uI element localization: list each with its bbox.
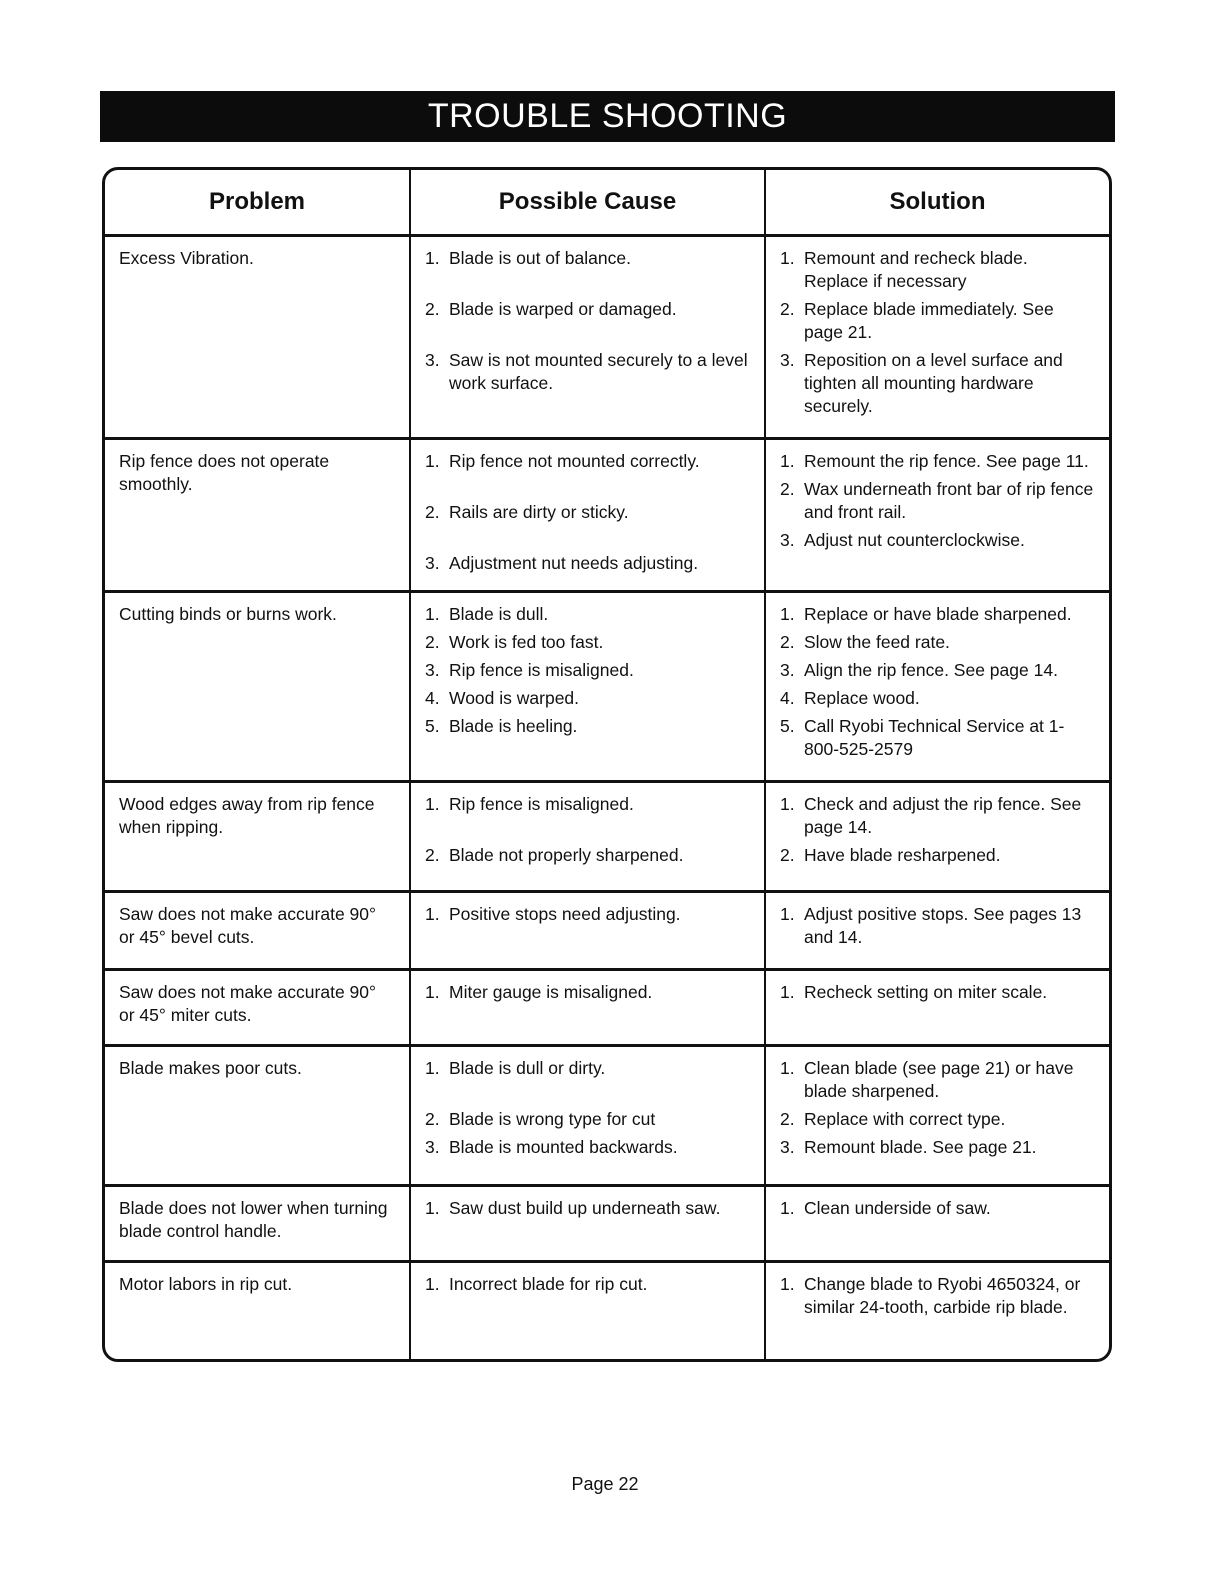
solution-item [780, 844, 1095, 867]
solution-cell [765, 782, 1109, 892]
solution-item-number: 3. [780, 530, 795, 550]
solution-item [780, 529, 1095, 552]
solution-item-text: Align the rip fence. See page 14. [804, 660, 1058, 680]
solution-item-number: 1. [780, 1274, 795, 1294]
cause-item-number: 1. [425, 248, 440, 268]
cause-list [425, 981, 750, 1004]
cause-item [425, 1108, 750, 1131]
cause-cell [410, 970, 765, 1046]
cause-item [425, 552, 750, 575]
cause-item-text: Blade is mounted backwards. [449, 1137, 678, 1157]
cause-item-number: 3. [425, 350, 440, 370]
table-row [105, 782, 1109, 892]
cause-item [425, 603, 750, 626]
solution-cell [765, 439, 1109, 592]
problem-cell: Cutting binds or burns work. [105, 592, 410, 782]
cause-cell [410, 1262, 765, 1363]
solution-item-text: Slow the feed rate. [804, 632, 950, 652]
page-number: Page 22 [571, 1474, 639, 1494]
cause-item-number: 2. [425, 845, 440, 865]
solution-item-text: Remount blade. See page 21. [804, 1137, 1037, 1157]
solution-list [780, 903, 1095, 949]
cause-cell [410, 592, 765, 782]
cause-item [425, 247, 750, 270]
solution-item-number: 1. [780, 604, 795, 624]
solution-item [780, 478, 1095, 524]
solution-list [780, 981, 1095, 1004]
solution-list [780, 1273, 1095, 1319]
solution-item-number: 1. [780, 248, 795, 268]
problem-cell: Rip fence does not operate smoothly. [105, 439, 410, 592]
problem-cell: Wood edges away from rip fence when ripping. [105, 782, 410, 892]
cause-item-text: Rip fence is misaligned. [449, 660, 634, 680]
solution-item-number: 2. [780, 632, 795, 652]
cause-item-number: 3. [425, 660, 440, 680]
solution-item-text: Adjust nut counterclockwise. [804, 530, 1025, 550]
solution-item-text: Have blade resharpened. [804, 845, 1001, 865]
solution-item-text: Change blade to Ryobi 4650324, or similar 24-tooth, carbide rip blade. [804, 1274, 1081, 1317]
table-row [105, 892, 1109, 970]
cause-item-text: Blade is dull. [449, 604, 549, 624]
solution-cell [765, 970, 1109, 1046]
cause-cell [410, 892, 765, 970]
solution-item-text: Replace with correct type. [804, 1109, 1006, 1129]
solution-item [780, 298, 1095, 344]
solution-item [780, 715, 1095, 761]
cause-item-text: Blade not properly sharpened. [449, 845, 684, 865]
cause-list [425, 247, 750, 395]
solution-item-text: Replace or have blade sharpened. [804, 604, 1072, 624]
cause-item [425, 1273, 750, 1296]
cause-item [425, 501, 750, 524]
header-problem: Problem [105, 170, 410, 236]
solution-item-text: Remount and recheck blade. Replace if necessary [804, 248, 1028, 291]
cause-item [425, 349, 750, 395]
problem-cell: Blade does not lower when turning blade control handle. [105, 1186, 410, 1262]
solution-item-number: 1. [780, 451, 795, 471]
solution-item [780, 349, 1095, 418]
solution-list [780, 603, 1095, 761]
cause-list [425, 603, 750, 738]
page-title-banner: TROUBLE SHOOTING [100, 91, 1115, 142]
header-possible-cause: Possible Cause [410, 170, 765, 236]
solution-item-number: 1. [780, 1198, 795, 1218]
cause-item-number: 1. [425, 982, 440, 1002]
solution-item-text: Reposition on a level surface and tighten all mounting hardware securely. [804, 350, 1063, 416]
cause-item-text: Rails are dirty or sticky. [449, 502, 629, 522]
problem-cell: Excess Vibration. [119, 248, 254, 268]
cause-item [425, 1136, 750, 1159]
cause-item-number: 1. [425, 604, 440, 624]
solution-item [780, 450, 1095, 473]
table-header-row [105, 170, 1109, 236]
cause-item-number: 5. [425, 716, 440, 736]
cause-item-text: Saw dust build up underneath saw. [449, 1198, 721, 1218]
solution-item-number: 1. [780, 1058, 795, 1078]
solution-item-text: Check and adjust the rip fence. See page 14. [804, 794, 1082, 837]
cause-item [425, 298, 750, 321]
cause-list [425, 1197, 750, 1220]
table-row [105, 236, 1109, 439]
cause-item [425, 793, 750, 816]
cause-item-text: Incorrect blade for rip cut. [449, 1274, 648, 1294]
problem-cell: Motor labors in rip cut. [105, 1262, 410, 1363]
solution-item-text: Adjust positive stops. See pages 13 and 14. [804, 904, 1082, 947]
solution-item [780, 603, 1095, 626]
solution-item [780, 903, 1095, 949]
solution-item-number: 2. [780, 845, 795, 865]
solution-item [780, 1108, 1095, 1131]
solution-item [780, 1197, 1095, 1220]
cause-item [425, 450, 750, 473]
cause-item-text: Blade is warped or damaged. [449, 299, 677, 319]
solution-list [780, 793, 1095, 867]
cause-item [425, 981, 750, 1004]
solution-item [780, 1057, 1095, 1103]
table-row [105, 439, 1109, 592]
solution-list [780, 247, 1095, 418]
cause-item-number: 1. [425, 451, 440, 471]
solution-item [780, 687, 1095, 710]
troubleshooting-table [102, 167, 1112, 1362]
cause-list [425, 1273, 750, 1296]
cause-item [425, 844, 750, 867]
cause-item-number: 2. [425, 632, 440, 652]
solution-list [780, 1057, 1095, 1159]
cause-list [425, 450, 750, 575]
solution-item-text: Remount the rip fence. See page 11. [804, 451, 1089, 471]
cause-item [425, 903, 750, 926]
cause-item [425, 1057, 750, 1080]
solution-cell [765, 1262, 1109, 1363]
table-row [105, 1262, 1109, 1363]
solution-item-number: 3. [780, 1137, 795, 1157]
solution-item [780, 1136, 1095, 1159]
solution-item [780, 631, 1095, 654]
cause-cell [410, 1046, 765, 1186]
cause-item [425, 715, 750, 738]
cause-item-number: 4. [425, 688, 440, 708]
cause-item-number: 2. [425, 502, 440, 522]
solution-cell [765, 236, 1109, 439]
cause-item [425, 631, 750, 654]
solution-item-number: 4. [780, 688, 795, 708]
header-solution: Solution [765, 170, 1109, 236]
solution-item [780, 659, 1095, 682]
cause-list [425, 903, 750, 926]
solution-item-number: 2. [780, 479, 795, 499]
cause-cell [410, 236, 765, 439]
solution-cell [765, 892, 1109, 970]
cause-item-number: 2. [425, 299, 440, 319]
solution-item-number: 5. [780, 716, 795, 736]
solution-item-text: Clean underside of saw. [804, 1198, 991, 1218]
cause-cell [410, 782, 765, 892]
cause-item-text: Work is fed too fast. [449, 632, 604, 652]
cause-item-text: Rip fence not mounted correctly. [449, 451, 700, 471]
solution-item-text: Wax underneath front bar of rip fence and front rail. [804, 479, 1094, 522]
solution-item-number: 3. [780, 350, 795, 370]
cause-item-number: 1. [425, 794, 440, 814]
problem-cell: Saw does not make accurate 90° or 45° miter cuts. [105, 970, 410, 1046]
solution-item [780, 247, 1095, 293]
cause-item-text: Blade is out of balance. [449, 248, 631, 268]
cause-item [425, 687, 750, 710]
solution-item-text: Call Ryobi Technical Service at 1-800-525-2579 [804, 716, 1065, 759]
cause-list [425, 1057, 750, 1159]
cause-item-text: Miter gauge is misaligned. [449, 982, 653, 1002]
solution-cell [765, 1186, 1109, 1262]
cause-cell [410, 439, 765, 592]
cause-item [425, 1197, 750, 1220]
solution-item-number: 1. [780, 904, 795, 924]
solution-item-text: Recheck setting on miter scale. [804, 982, 1048, 1002]
cause-item-text: Rip fence is misaligned. [449, 794, 634, 814]
solution-item-number: 1. [780, 794, 795, 814]
table-row [105, 970, 1109, 1046]
solution-item-text: Clean blade (see page 21) or have blade sharpened. [804, 1058, 1074, 1101]
cause-item-text: Blade is wrong type for cut [449, 1109, 656, 1129]
solution-item-number: 2. [780, 1109, 795, 1129]
table-row [105, 1046, 1109, 1186]
cause-item [425, 659, 750, 682]
solution-item-number: 2. [780, 299, 795, 319]
solution-item-text: Replace blade immediately. See page 21. [804, 299, 1054, 342]
solution-item-number: 1. [780, 982, 795, 1002]
solution-item [780, 793, 1095, 839]
cause-item-number: 1. [425, 1198, 440, 1218]
cause-item-text: Positive stops need adjusting. [449, 904, 681, 924]
solution-item-number: 3. [780, 660, 795, 680]
cause-item-number: 1. [425, 1274, 440, 1294]
cause-item-text: Adjustment nut needs adjusting. [449, 553, 699, 573]
cause-item-text: Saw is not mounted securely to a level work surface. [449, 350, 748, 393]
cause-item-text: Blade is heeling. [449, 716, 578, 736]
table-row [105, 592, 1109, 782]
solution-list [780, 1197, 1095, 1220]
solution-item-text: Replace wood. [804, 688, 920, 708]
cause-list [425, 793, 750, 867]
cause-cell [410, 1186, 765, 1262]
cause-item-number: 3. [425, 1137, 440, 1157]
cause-item-text: Blade is dull or dirty. [449, 1058, 606, 1078]
table-row [105, 1186, 1109, 1262]
cause-item-number: 1. [425, 1058, 440, 1078]
solution-cell [765, 592, 1109, 782]
cause-item-text: Wood is warped. [449, 688, 580, 708]
cause-item-number: 1. [425, 904, 440, 924]
solution-item [780, 1273, 1095, 1319]
problem-cell: Blade makes poor cuts. [105, 1046, 410, 1186]
cause-item-number: 2. [425, 1109, 440, 1129]
solution-list [780, 450, 1095, 552]
solution-item [780, 981, 1095, 1004]
solution-cell [765, 1046, 1109, 1186]
problem-cell: Saw does not make accurate 90° or 45° bevel cuts. [105, 892, 410, 970]
cause-item-number: 3. [425, 553, 440, 573]
